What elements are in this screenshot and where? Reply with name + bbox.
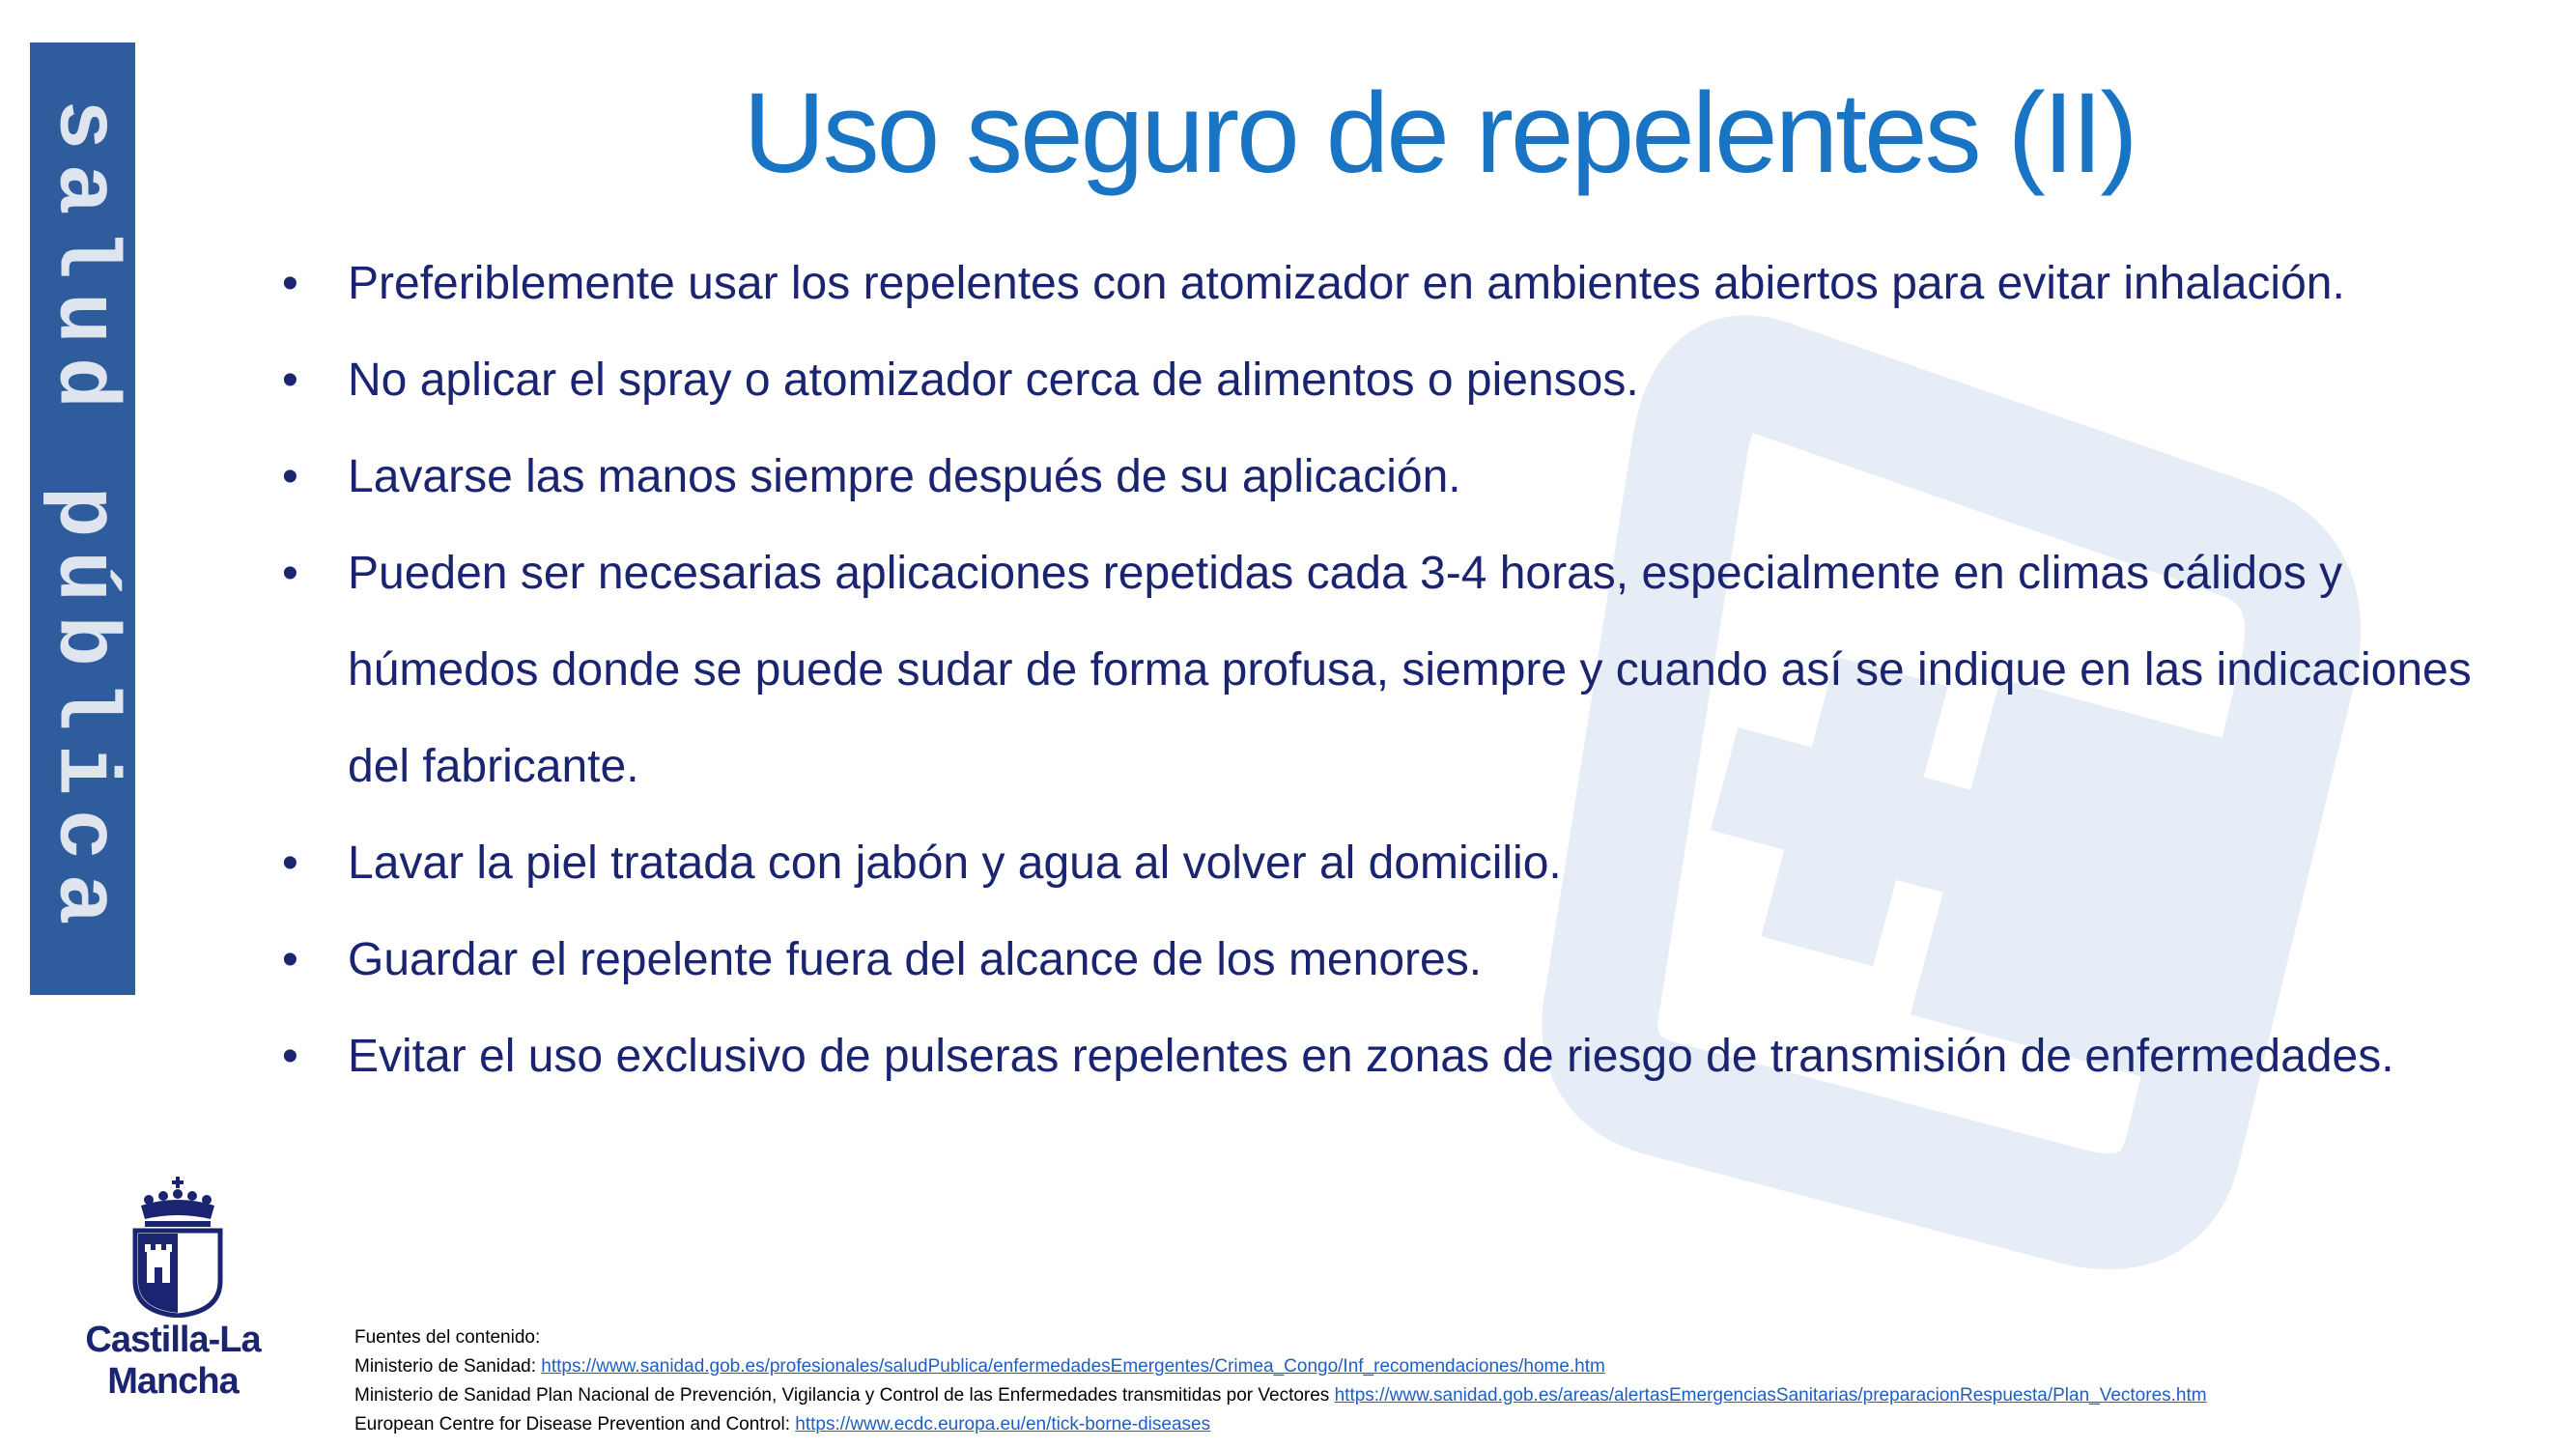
side-banner xyxy=(30,43,135,995)
castilla-la-mancha-crest-icon xyxy=(120,1177,236,1318)
source-link[interactable]: https://www.ecdc.europa.eu/en/tick-borne-diseases xyxy=(795,1414,1211,1435)
bullet-dot: • xyxy=(282,1031,298,1082)
sources-heading: Fuentes del contenido: xyxy=(354,1327,541,1348)
source-link[interactable]: https://www.sanidad.gob.es/areas/alertasEmergenciasSanitarias/preparacionRespuesta/Plan_Vectores.htm xyxy=(1334,1385,2207,1406)
bullet-dot: • xyxy=(282,934,298,985)
source-line xyxy=(354,1381,2566,1410)
source-line xyxy=(354,1352,2566,1381)
bullet-item xyxy=(282,429,2542,526)
bullet-text: Lavarse las manos siempre después de su aplicación. xyxy=(348,451,1461,502)
source-label: European Centre for Disease Prevention and Control: xyxy=(354,1414,796,1435)
bullet-text: Guardar el repelente fuera del alcance de los menores. xyxy=(348,934,1483,985)
bullet-item xyxy=(282,332,2542,429)
bullet-dot: • xyxy=(282,355,298,406)
bullet-text: Evitar el uso exclusivo de pulseras repelentes en zonas de riesgo de transmisión de enfermedades. xyxy=(348,1031,2394,1082)
source-line xyxy=(354,1410,2566,1439)
sources-footer xyxy=(354,1323,2566,1439)
castilla-la-mancha-logo xyxy=(23,1177,323,1402)
source-label: Ministerio de Sanidad Plan Nacional de Prevención, Vigilancia y Control de las Enfermedades transmitidas por Vectores xyxy=(354,1385,1335,1406)
bullet-dot: • xyxy=(282,838,298,889)
slide-title: Uso seguro de repelentes (II) xyxy=(743,70,2136,197)
bullet-dot: • xyxy=(282,451,298,502)
bullet-list xyxy=(282,236,2542,1105)
bullet-item xyxy=(282,912,2542,1009)
bullet-item xyxy=(282,526,2542,815)
bullet-dot: • xyxy=(282,258,298,309)
bullet-text: Preferiblemente usar los repelentes con atomizador en ambientes abiertos para evitar inhalación. xyxy=(348,258,2345,309)
bullet-dot: • xyxy=(282,548,298,599)
bullet-item xyxy=(282,236,2542,332)
bullet-item xyxy=(282,1009,2542,1105)
source-link[interactable]: https://www.sanidad.gob.es/profesionales/saludPublica/enfermedadesEmergentes/Crimea_Congo/Inf_recomendaciones/home.htm xyxy=(541,1356,1605,1377)
bullet-text: Pueden ser necesarias aplicaciones repetidas cada 3-4 horas, especialmente en climas cálidos y húmedos donde se puede sudar de forma profusa, siempre y cuando así se indique en las indicaciones del fabricante. xyxy=(348,548,2472,792)
logo-text: Castilla-La Mancha xyxy=(85,1320,261,1402)
bullet-text: No aplicar el spray o atomizador cerca de alimentos o piensos. xyxy=(348,355,1639,406)
source-label: Ministerio de Sanidad: xyxy=(354,1356,542,1377)
side-banner-text: salud pública xyxy=(35,99,130,939)
bullet-item xyxy=(282,815,2542,912)
bullet-text: Lavar la piel tratada con jabón y agua al volver al domicilio. xyxy=(348,838,1562,889)
